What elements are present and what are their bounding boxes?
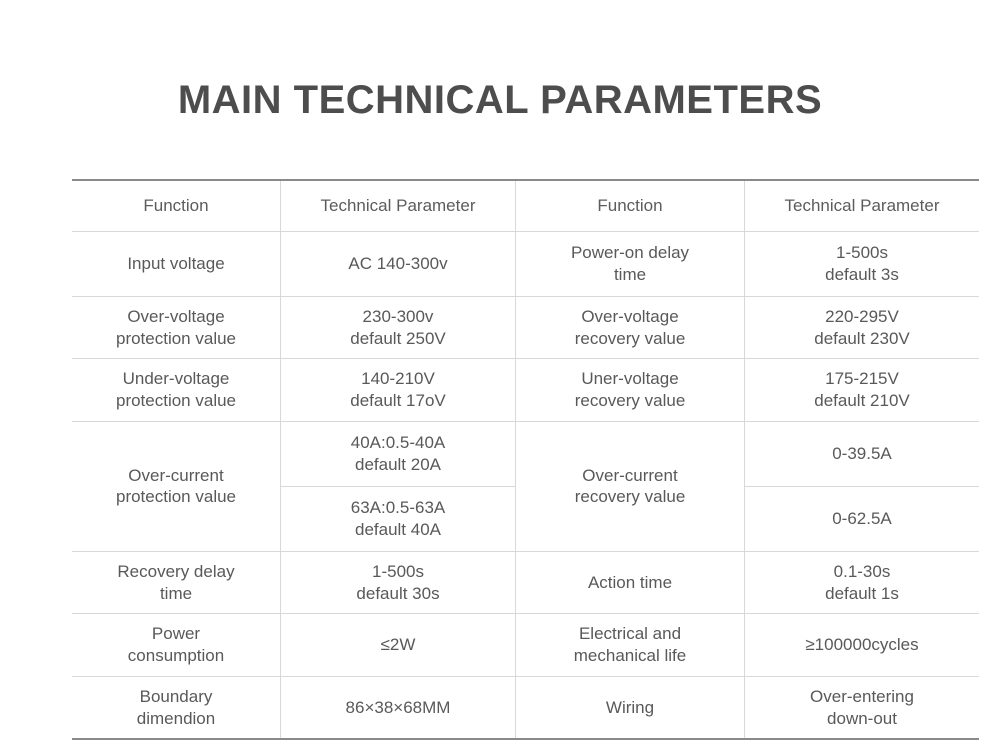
cell-line-1: Power <box>151 624 201 644</box>
cell-over-voltage-protection-label <box>72 296 281 359</box>
cell-recovery-delay-value <box>281 551 516 614</box>
cell-wiring-label: Wiring <box>516 676 745 739</box>
cell-line-2: down-out <box>827 708 897 728</box>
cell-boundary-dimension-value: 86×38×68MM <box>281 676 516 739</box>
cell-line-2: recovery value <box>574 328 686 348</box>
cell-over-voltage-recovery-value <box>745 296 980 359</box>
cell-line-2: consumption <box>127 646 225 665</box>
cell-over-current-recovery-value-bottom: 0-62.5A <box>745 486 980 551</box>
cell-line-2: recovery value <box>574 487 686 507</box>
cell-line-2: mechanical life <box>573 646 687 665</box>
cell-line-2: recovery value <box>574 391 686 410</box>
cell-line-1: Under-voltage <box>122 369 230 389</box>
cell-under-voltage-protection-label <box>72 359 281 422</box>
cell-line-1: Over-voltage <box>581 306 679 326</box>
cell-power-on-delay-value <box>745 231 980 296</box>
cell-line-1: 140-210V <box>361 369 435 389</box>
table-row <box>72 231 979 296</box>
cell-line-2: default 20A <box>354 454 441 474</box>
cell-line-2: default 1s <box>825 583 899 603</box>
cell-power-on-delay-label <box>516 231 745 296</box>
cell-line-2: protection value <box>115 328 237 348</box>
cell-line-1: Recovery delay <box>117 561 235 581</box>
page-title: MAIN TECHNICAL PARAMETERS <box>177 78 823 122</box>
cell-under-voltage-protection-value <box>281 359 516 422</box>
table-row <box>72 421 979 486</box>
cell-over-current-recovery-label <box>516 421 745 551</box>
cell-line-1: Power-on delay <box>570 243 690 262</box>
table-row <box>72 676 979 739</box>
header-parameter-left: Technical Parameter <box>281 180 516 231</box>
table-row <box>72 296 979 359</box>
cell-line-1: Over-current <box>582 465 678 485</box>
cell-line-1: Over-voltage <box>127 306 225 326</box>
cell-line-1: 63A:0.5-63A <box>350 498 446 517</box>
cell-action-time-label: Action time <box>516 551 745 614</box>
cell-line-2: time <box>159 583 193 603</box>
cell-line-2: default 210V <box>814 391 910 410</box>
cell-over-current-protection-label <box>72 421 281 551</box>
cell-over-current-recovery-value-top: 0-39.5A <box>745 421 980 486</box>
table-row <box>72 551 979 614</box>
cell-boundary-dimension-label <box>72 676 281 739</box>
cell-power-consumption-value: ≤2W <box>281 614 516 677</box>
header-function-left: Function <box>72 180 281 231</box>
table-row <box>72 359 979 422</box>
cell-line-2: default 230V <box>814 328 910 348</box>
cell-line-1: Over-current <box>128 465 224 485</box>
cell-line-2: time <box>613 264 647 284</box>
cell-line-1: 0.1-30s <box>833 561 891 581</box>
cell-input-voltage-value: AC 140-300v <box>281 231 516 296</box>
table-header-row <box>72 180 979 231</box>
table-row <box>72 614 979 677</box>
cell-power-consumption-label <box>72 614 281 677</box>
cell-line-1: Electrical and <box>578 624 682 644</box>
cell-line-1: Over-entering <box>810 686 914 706</box>
cell-line-1: 230-300v <box>362 306 434 326</box>
cell-action-time-value <box>745 551 980 614</box>
header-parameter-right: Technical Parameter <box>745 180 980 231</box>
cell-line-2: default 3s <box>825 264 899 284</box>
spec-table-container <box>72 179 940 740</box>
header-function-right: Function <box>516 180 745 231</box>
technical-parameters-table <box>72 179 979 740</box>
cell-recovery-delay-label <box>72 551 281 614</box>
cell-line-1: Uner-voltage <box>581 369 679 389</box>
cell-over-current-protection-value-63a <box>281 486 516 551</box>
cell-over-voltage-protection-value <box>281 296 516 359</box>
cell-line-1: 175-215V <box>825 369 899 389</box>
cell-wiring-value <box>745 676 980 739</box>
cell-line-2: protection value <box>115 391 237 410</box>
cell-line-2: default 40A <box>354 519 441 539</box>
cell-line-1: 1-500s <box>372 561 424 581</box>
cell-line-2: default 250V <box>350 328 446 348</box>
cell-line-2: default 17oV <box>350 391 446 410</box>
cell-over-current-protection-value-40a <box>281 421 516 486</box>
cell-mechanical-life-value: ≥100000cycles <box>745 614 980 677</box>
cell-line-1: 40A:0.5-40A <box>350 433 446 452</box>
cell-line-2: dimendion <box>136 708 216 728</box>
cell-line-2: default 30s <box>356 583 440 603</box>
cell-over-voltage-recovery-label <box>516 296 745 359</box>
cell-line-2: protection value <box>115 487 237 507</box>
cell-under-voltage-recovery-label <box>516 359 745 422</box>
cell-mechanical-life-label <box>516 614 745 677</box>
cell-line-1: 220-295V <box>825 306 899 326</box>
cell-input-voltage-label: Input voltage <box>72 231 281 296</box>
cell-line-1: 1-500s <box>836 243 888 262</box>
cell-under-voltage-recovery-value <box>745 359 980 422</box>
cell-line-1: Boundary <box>139 686 213 706</box>
